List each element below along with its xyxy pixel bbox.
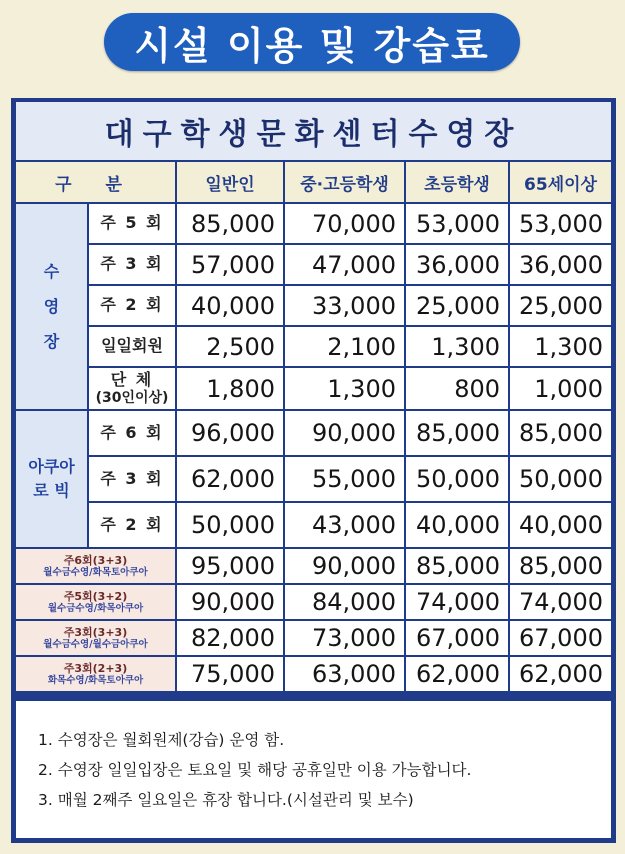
note-item: 2. 수영장 일일입장은 토요일 및 해당 공휴일만 이용 가능합니다. <box>38 760 472 779</box>
fee-cell: 82,000 <box>177 621 283 655</box>
fee-cell: 50,000 <box>177 503 283 547</box>
fee-cell: 74,000 <box>406 585 508 619</box>
row-label-text: (30인이상) <box>95 389 169 406</box>
fee-cell: 75,000 <box>177 657 283 691</box>
row-label <box>16 657 175 691</box>
fee-cell: 40,000 <box>177 286 283 325</box>
group-label-swimming-pool: 수 영 장 <box>16 204 87 409</box>
fee-cell: 62,000 <box>177 457 283 501</box>
row-label <box>89 327 175 366</box>
fee-cell: 1,300 <box>285 368 404 409</box>
header-middle-high: 중·고등학생 <box>285 162 404 202</box>
row-label <box>89 503 175 547</box>
row-label-plan: 주6회(3+3) <box>63 553 128 567</box>
fee-cell: 57,000 <box>177 245 283 284</box>
row-label-plan: 주5회(3+2) <box>63 589 128 603</box>
fee-cell: 85,000 <box>406 549 508 583</box>
row-label-text: 단 체 <box>110 370 154 390</box>
fee-cell: 95,000 <box>177 549 283 583</box>
notes-box <box>16 701 611 838</box>
fee-cell: 2,100 <box>285 327 404 366</box>
fee-cell: 43,000 <box>285 503 404 547</box>
row-label <box>89 286 175 325</box>
fee-cell: 1,300 <box>510 327 611 366</box>
fee-cell: 74,000 <box>510 585 611 619</box>
fee-cell: 33,000 <box>285 286 404 325</box>
fee-cell: 96,000 <box>177 411 283 455</box>
row-label <box>16 585 175 619</box>
row-label <box>89 457 175 501</box>
fee-cell: 2,500 <box>177 327 283 366</box>
row-label <box>89 245 175 284</box>
fee-cell: 1,000 <box>510 368 611 409</box>
row-label-schedule: 월수금수영/화목토아쿠아 <box>43 566 148 578</box>
fee-cell: 53,000 <box>406 204 508 243</box>
page-title: 시설 이용 및 강습료 <box>104 13 520 71</box>
row-label-text: 주 2 회 <box>100 295 164 315</box>
fee-cell: 1,300 <box>406 327 508 366</box>
row-label <box>16 549 175 583</box>
note-item: 1. 수영장은 월회원제(강습) 운영 함. <box>38 730 285 749</box>
row-label-plan: 주3회(3+3) <box>63 625 128 639</box>
fee-cell: 25,000 <box>510 286 611 325</box>
row-label-schedule: 월수금수영/월수금아쿠아 <box>43 638 148 650</box>
fee-cell: 85,000 <box>177 204 283 243</box>
fee-cell: 90,000 <box>285 411 404 455</box>
row-label <box>16 621 175 655</box>
row-label-text: 일일회원 <box>101 336 163 356</box>
fee-cell: 70,000 <box>285 204 404 243</box>
fee-cell: 50,000 <box>406 457 508 501</box>
row-label-schedule: 월수금수영/화목아쿠아 <box>47 602 144 614</box>
fee-cell: 36,000 <box>510 245 611 284</box>
table-title: 대구학생문화센터수영장 <box>16 102 611 160</box>
header-category: 구 분 <box>16 162 175 202</box>
fee-cell: 63,000 <box>285 657 404 691</box>
note-item: 3. 매월 2째주 일요일은 휴장 합니다.(시설관리 및 보수) <box>38 790 414 809</box>
fee-cell: 55,000 <box>285 457 404 501</box>
fee-cell: 1,800 <box>177 368 283 409</box>
row-label-text: 주 3 회 <box>100 468 164 488</box>
fee-cell: 47,000 <box>285 245 404 284</box>
fee-cell: 67,000 <box>406 621 508 655</box>
fee-cell: 67,000 <box>510 621 611 655</box>
fee-cell: 62,000 <box>406 657 508 691</box>
row-label <box>89 411 175 455</box>
header-senior: 65세이상 <box>510 162 611 202</box>
row-label-schedule: 화목수영/화목토아쿠아 <box>47 674 144 686</box>
fee-cell: 40,000 <box>406 503 508 547</box>
fee-table <box>11 98 616 843</box>
row-label-text: 주 6 회 <box>100 422 164 442</box>
row-label <box>89 204 175 243</box>
fee-cell: 62,000 <box>510 657 611 691</box>
fee-cell: 50,000 <box>510 457 611 501</box>
fee-cell: 85,000 <box>406 411 508 455</box>
row-label-text: 주 5 회 <box>100 213 164 233</box>
fee-cell: 90,000 <box>285 549 404 583</box>
fee-cell: 53,000 <box>510 204 611 243</box>
row-label <box>89 368 175 409</box>
header-elementary: 초등학생 <box>406 162 508 202</box>
row-label-plan: 주3회(2+3) <box>63 661 128 675</box>
header-general: 일반인 <box>177 162 283 202</box>
fee-cell: 90,000 <box>177 585 283 619</box>
fee-cell: 84,000 <box>285 585 404 619</box>
fee-cell: 73,000 <box>285 621 404 655</box>
fee-cell: 36,000 <box>406 245 508 284</box>
fee-cell: 25,000 <box>406 286 508 325</box>
fee-cell: 800 <box>406 368 508 409</box>
group-label-aqua-robics: 아쿠아 로 빅 <box>16 411 87 547</box>
row-label-text: 주 3 회 <box>100 254 164 274</box>
fee-cell: 40,000 <box>510 503 611 547</box>
fee-cell: 85,000 <box>510 411 611 455</box>
row-label-text: 주 2 회 <box>100 514 164 534</box>
fee-cell: 85,000 <box>510 549 611 583</box>
